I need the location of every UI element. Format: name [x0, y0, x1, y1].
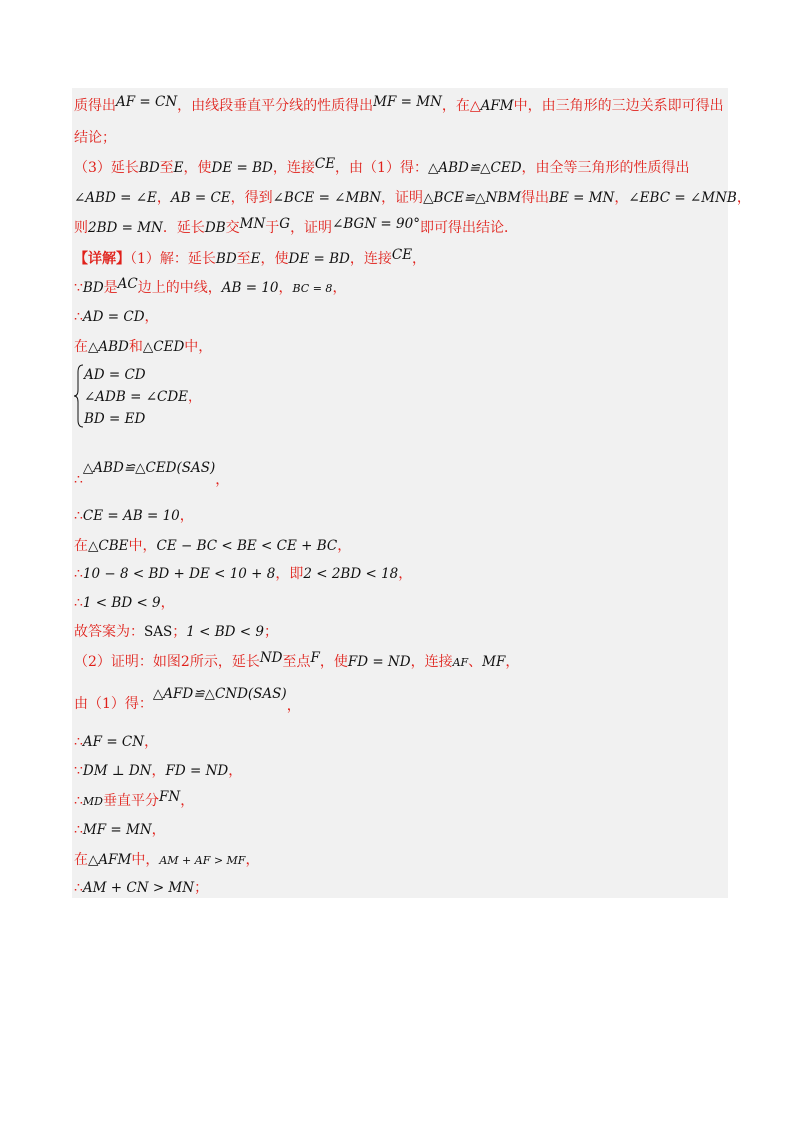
line-23: ∴AM + CN > MN； [74, 880, 209, 896]
line-22: 在△AFM中，AM + AF > MF， [74, 852, 260, 868]
line-4: ∠ABD = ∠E，AB = CE，得到∠BCE = ∠MBN，证明△BCE≌△NBM得出BE = MN，∠EBC = ∠MNB， [74, 190, 751, 206]
line-9: 在△ABD和△CED中， [74, 339, 213, 355]
line-10: ∴△ABD≌△CED(SAS)， [74, 460, 230, 488]
line-17: 由（1）得：△AFD≌△CND(SAS)， [74, 686, 301, 714]
line-19: ∵DM ⊥ DN，FD = ND， [74, 763, 243, 779]
line-6: 【详解】（1）解：延长BD至E，使DE = BD，连接CE， [74, 247, 427, 267]
line-3: （3）延长BD至E，使DE = BD，连接CE，由（1）得：△ABD≌△CED，由全等三角形的性质得出 [74, 156, 690, 176]
line-14: ∴1 < BD < 9， [74, 595, 175, 611]
system-eq-3: BD = ED [84, 411, 146, 427]
detail-tag: 【详解】 [74, 251, 130, 267]
system-brace [74, 364, 84, 428]
line-7: ∵BD是AC边上的中线，AB = 10，BC = 8， [74, 276, 347, 296]
line-18: ∴AF = CN， [74, 734, 159, 750]
line-15: 故答案为：SAS；1 < BD < 9； [74, 624, 278, 640]
line-20: ∴MD垂直平分FN， [74, 789, 195, 809]
line-11: ∴CE = AB = 10， [74, 508, 194, 524]
line-8: ∴AD = CD， [74, 309, 159, 325]
line-16: （2）证明：如图2所示，延长ND至点F，使FD = ND，连接AF、MF， [74, 650, 520, 670]
line-12: 在△CBE中，CE − BC < BE < CE + BC， [74, 538, 352, 554]
system-eq-1: AD = CD [84, 367, 146, 383]
line-21: ∴MF = MN， [74, 822, 166, 838]
line-2: 结论； [74, 130, 116, 146]
line-5: 则2BD = MN．延长DB交MN于G，证明∠BGN = 90°即可得出结论． [74, 216, 518, 236]
system-eq-2: ∠ADB = ∠CDE， [84, 389, 202, 405]
line-13: ∴10 − 8 < BD + DE < 10 + 8，即2 < 2BD < 18， [74, 566, 413, 582]
line-1: 质得出AF = CN，由线段垂直平分线的性质得出MF = MN，在△AFM中，由三角形的三边关系即可得出 [74, 94, 724, 114]
